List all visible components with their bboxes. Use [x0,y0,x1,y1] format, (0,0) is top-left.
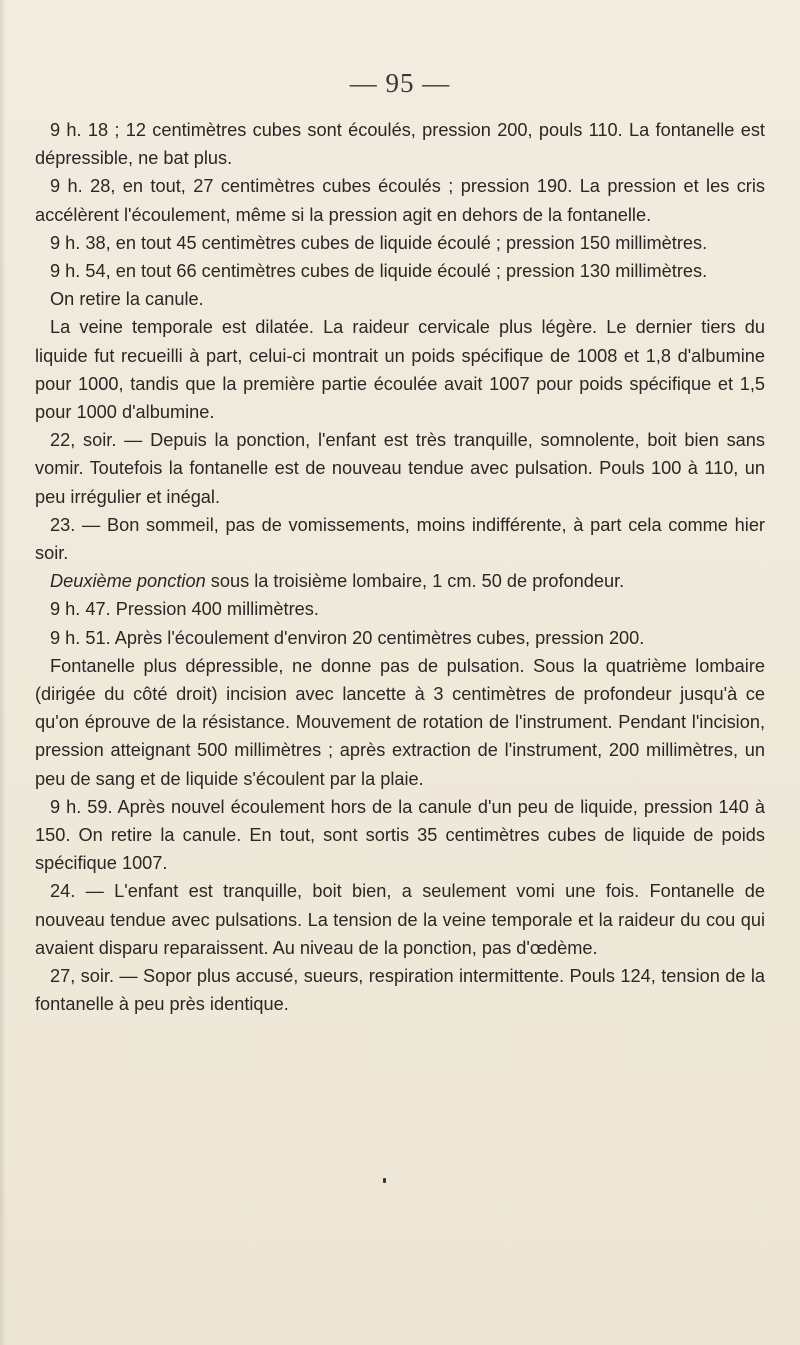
paragraph-10: 9 h. 47. Pression 400 millimètres. [50,599,319,620]
paragraph-7: 22, soir. — Depuis la ponction, l'enfant est très tranquille, somnolente, boit bien sans vomir. Toutefois la fontanelle est de nouveau tendue avec pulsation. Pouls 100 à 110, un peu irrégulier et inégal. [35,430,765,507]
paragraph-1: 9 h. 18 ; 12 centimètres cubes sont écoulés, pression 200, pouls 110. La fontanelle est dépressible, ne bat plus. [35,120,765,169]
paragraph-13: 9 h. 59. Après nouvel écoulement hors de la canule d'un peu de liquide, pression 140 à 150. On retire la canule. En tout, sont sortis 35 centimètres cubes de liquide de poids spécifique 1007. [35,796,765,874]
page-edge-shadow [0,0,6,1345]
ink-speck [383,1178,386,1183]
paragraph-15: 27, soir. — Sopor plus accusé, sueurs, respiration intermittente. Pouls 124, tension de la fontanelle à peu près identique. [35,966,765,1015]
paragraph-14: 24. — L'enfant est tranquille, boit bien, a seulement vomi une fois. Fontanelle de nouveau tendue avec pulsations. La tension de la veine temporale et la raideur du cou qui avaient disparu reparaissent. Au niveau de la ponction, pas d'œdème. [35,881,765,958]
paragraph-8: 23. — Bon sommeil, pas de vomissements, moins indifférente, à part cela comme hier soir. [35,514,765,564]
page-body [35,116,765,1019]
paragraph-5: On retire la canule. [50,289,204,310]
paragraph-9-text: sous la troisième lombaire, 1 cm. 50 de profondeur. [205,571,625,592]
paragraph-4: 9 h. 54, en tout 66 centimètres cubes de liquide écoulé ; pression 130 millimètres. [50,261,708,282]
paragraph-6: La veine temporale est dilatée. La raideur cervicale plus légère. Le dernier tiers du liquide fut recueilli à part, celui-ci montrait un poids spécifique de 1008 et 1,8 d'albumine pour 1000, tandis que la première partie écoulée avait 1007 pour poids spécifique et 1,5 pour 1000 d'albumine. [35,317,765,423]
paragraph-3: 9 h. 38, en tout 45 centimètres cubes de liquide écoulé ; pression 150 millimètres. [50,232,708,253]
paragraph-9 [35,567,765,595]
page-number: — 95 — [349,68,451,98]
section-heading-italic: Deuxième ponction [50,571,206,592]
paragraph-2: 9 h. 28, en tout, 27 centimètres cubes écoulés ; pression 190. La pression et les cris accélèrent l'écoulement, même si la pression agit en dehors de la fontanelle. [35,176,765,225]
paragraph-12: Fontanelle plus dépressible, ne donne pas de pulsation. Sous la quatrième lombaire (dirigée du côté droit) incision avec lancette à 3 centimètres de profondeur jusqu'à ce qu'on éprouve de la résistance. Mouvement de rotation de l'instrument. Pendant l'incision, pression atteignant 500 millimètres ; après extraction de l'instrument, 200 millimètres, un peu de sang et de liquide s'écoulent par la plaie. [35,655,765,789]
paragraph-11: 9 h. 51. Après l'écoulement d'environ 20 centimètres cubes, pression 200. [50,627,645,648]
